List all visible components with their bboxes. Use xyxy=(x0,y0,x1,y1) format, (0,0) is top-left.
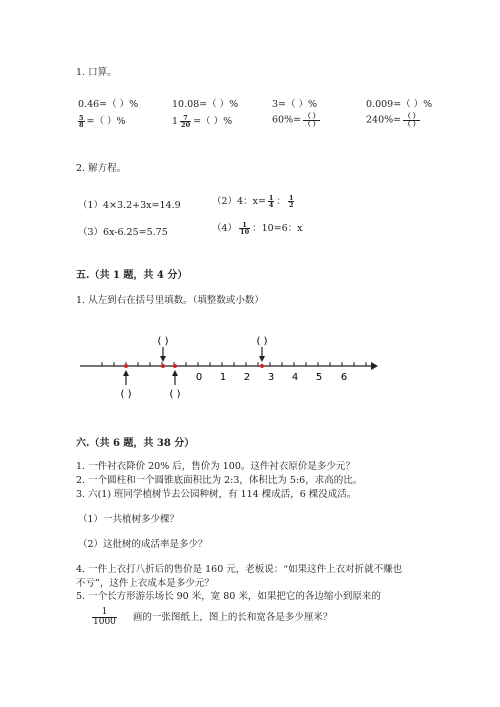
section6-question-3-part-2: （2）这批树的成活率是多少？ xyxy=(78,539,208,550)
fraction: $\frac{1}{4}$ xyxy=(268,193,274,209)
mental-item-3: 3=（ ）% xyxy=(272,99,318,110)
mental-item-4: 0.009=（ ）% xyxy=(366,99,433,110)
arrow-up-icon xyxy=(172,370,178,376)
tick-label: 1 xyxy=(219,372,227,383)
mental-item-5: $\frac{5}{8}$ =（ ）% xyxy=(79,113,126,129)
mental-item-8: 240%= $\frac{( )}{( )}$ xyxy=(366,112,420,128)
section5-question-1: 1. 从左到右在括号里填数。（填整数或小数） xyxy=(76,295,264,306)
fraction: $\frac{( )}{( )}$ xyxy=(404,112,420,128)
equation-3: （3）6x-6.25=5.75 xyxy=(78,227,168,238)
section6-question-4-line-1: 4. 一件上衣打八折后的售价是 160 元，老板说：“如果这件上衣对折就不赚也 xyxy=(76,564,403,575)
point-marker xyxy=(260,364,264,368)
fraction: $\frac{1}{1000}$ xyxy=(93,607,116,627)
arrow-up-icon xyxy=(123,370,129,376)
tick-label: 6 xyxy=(340,372,348,383)
section6-question-3: 3. 六(1) 班同学植树节去公园种树，有 114 棵成活，6 棵没成活。 xyxy=(76,489,357,500)
equation-2: （2）4：x= $\frac{1}{4}$ ： $\frac{1}{2}$ xyxy=(212,193,294,209)
number-line xyxy=(76,325,386,405)
fraction: $\frac{1}{2}$ xyxy=(288,193,294,209)
arrow-down-icon xyxy=(160,356,166,362)
section6-question-4-line-2: 不亏”，这件上衣成本是多少元？ xyxy=(76,578,214,589)
answer-blank[interactable]: ( ) xyxy=(169,389,181,400)
equation-4: （4） $\frac{1}{10}$ ：10=6：x xyxy=(212,220,303,236)
section6-heading: 六.（共 6 题，共 38 分） xyxy=(76,438,195,449)
arrow-down-icon xyxy=(259,356,265,362)
section5-heading: 五.（共 1 题，共 4 分） xyxy=(76,270,188,281)
fraction: $\frac{7}{20}$ xyxy=(181,113,191,129)
tick-label: 4 xyxy=(291,372,299,383)
point-marker xyxy=(173,364,177,368)
answer-blank[interactable]: ( ) xyxy=(256,336,268,347)
tick-label: 0 xyxy=(195,372,203,383)
point-marker xyxy=(161,364,165,368)
tick-label: 2 xyxy=(243,372,251,383)
tick-label: 3 xyxy=(267,372,275,383)
question-equations-title: 2. 解方程。 xyxy=(76,163,127,174)
tick-label: 5 xyxy=(315,372,323,383)
section6-question-5: 5. 一个长方形游乐场长 90 米，宽 80 米，如果把它的各边缩小到原来的 xyxy=(76,591,381,602)
fraction: $\frac{( )}{( )}$ xyxy=(304,112,320,128)
point-marker xyxy=(124,364,128,368)
mental-item-1: 0.46=（ ）% xyxy=(78,99,139,110)
mental-item-6: 1 $\frac{7}{20}$ =（ ）% xyxy=(172,113,233,129)
section6-question-3-part-1: （1）一共植树多少棵？ xyxy=(78,514,180,525)
section6-question-2: 2. 一个圆柱和一个圆锥底面积比为 2:3，体积比为 5:6，求高的比。 xyxy=(76,475,363,486)
mental-item-7: 60%= $\frac{( )}{( )}$ xyxy=(272,112,320,128)
equation-1: （1）4×3.2+3x=14.9 xyxy=(78,200,181,211)
arrowhead-icon xyxy=(371,362,378,370)
answer-blank[interactable]: ( ) xyxy=(157,336,169,347)
tick-marks xyxy=(102,362,366,366)
fraction: $\frac{5}{8}$ xyxy=(79,113,84,129)
answer-blank[interactable]: ( ) xyxy=(120,389,132,400)
section6-question-5-continuation: $\frac{1}{1000}$ 画的一张图纸上，图上的长和宽各是多少厘米？ xyxy=(93,607,333,627)
section6-question-1: 1. 一件衬衣降价 20% 后，售价为 100。这件衬衣原价是多少元？ xyxy=(76,461,355,472)
fraction: $\frac{1}{10}$ xyxy=(240,220,250,236)
question-mental-title: 1. 口算。 xyxy=(76,67,117,78)
mental-item-2: 10.08=（ ）% xyxy=(172,99,239,110)
